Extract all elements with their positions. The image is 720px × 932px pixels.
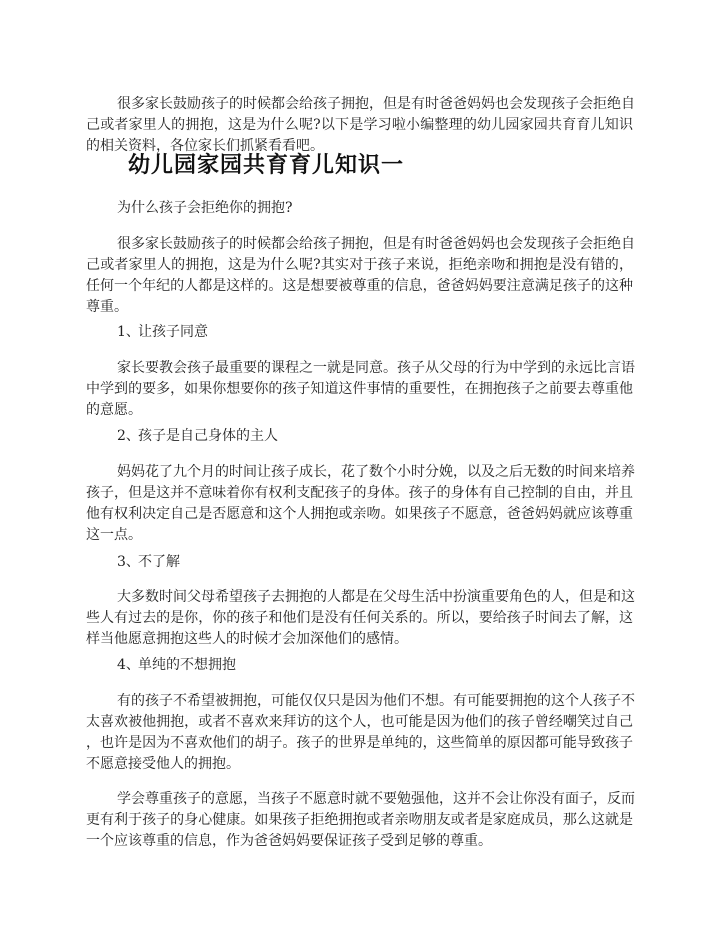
text-line: 己或者家里人的拥抱，这是为什么呢?以下是学习啦小编整理的幼儿园家园共育育儿知识 (86, 117, 633, 133)
text-line: 他有权利决定自己是否愿意和这个人拥抱或亲吻。如果孩子不愿意，爸爸妈妈就应该尊重 (86, 506, 633, 522)
text-line: 任何一个年纪的人都是这样的。这是想要被尊重的信息，爸爸妈妈要注意满足孩子的这种 (86, 278, 633, 294)
text-line: 些人有过去的是你，你的孩子和他们是没有任何关系的。所以，要给孩子时间去了解，这 (86, 610, 633, 626)
text-line: 样当他愿意拥抱这些人的时候才会加深他们的感情。 (86, 631, 408, 647)
text-line: 学会尊重孩子的意愿，当孩子不愿意时就不要勉强他，这并不会让你没有面子，反而 (117, 791, 635, 807)
subheading-number: 2、 (117, 428, 140, 444)
text-line: 有的孩子不希望被拥抱，可能仅仅只是因为他们不想。有可能要拥抱的这个人孩子不 (117, 693, 635, 709)
intro-paragraph (86, 94, 633, 157)
text-line: 尊重。 (86, 299, 128, 315)
subheading-3 (117, 552, 180, 573)
text-line: 家长要教会孩子最重要的课程之一就是同意。孩子从父母的行为中学到的永远比言语 (117, 360, 635, 376)
text-line: 更有利于孩子的身心健康。如果孩子拒绝拥抱或者亲吻朋友或者是家庭成员，那么这就是 (86, 812, 633, 828)
subheading-label: 孩子是自己身体的主人 (138, 428, 278, 444)
text-line: 的意愿。 (86, 402, 142, 418)
subheading-number: 1、 (117, 324, 140, 340)
paragraph (86, 587, 633, 650)
subheading-4 (117, 655, 236, 676)
text-line: 这一点。 (86, 527, 142, 543)
subheading-label: 不了解 (138, 554, 180, 570)
paragraph (86, 789, 633, 852)
text-line: 中学到的要多，如果你想要你的孩子知道这件事情的重要性，在拥抱孩子之前要去尊重他 (86, 381, 633, 397)
section-title: 幼儿园家园共育育儿知识一 (128, 152, 405, 178)
text-line: 一个应该尊重的信息，作为爸爸妈妈要保证孩子受到足够的尊重。 (86, 833, 492, 849)
text-line: 太喜欢被他拥抱，或者不喜欢来拜访的这个人，也可能是因为他们的孩子曾经嘲笑过自己 (86, 714, 633, 730)
text-line: 大多数时间父母希望孩子去拥抱的人都是在父母生活中扮演重要角色的人，但是和这 (117, 589, 635, 605)
paragraph (86, 234, 633, 318)
subheading-1 (117, 322, 208, 343)
subheading-number: 4、 (117, 657, 140, 673)
text-line: 妈妈花了九个月的时间让孩子成长，花了数个小时分娩，以及之后无数的时间来培养 (117, 464, 635, 480)
question-heading: 为什么孩子会拒绝你的拥抱? (117, 200, 293, 216)
text-line: 孩子，但是这并不意味着你有权利支配孩子的身体。孩子的身体有自己控制的自由，并且 (86, 485, 633, 501)
text-line: 很多家长鼓励孩子的时候都会给孩子拥抱，但是有时爸爸妈妈也会发现孩子会拒绝自 (117, 236, 635, 252)
text-line: 的相关资料，各位家长们抓紧看看吧。 (86, 138, 324, 154)
paragraph (86, 691, 633, 775)
paragraph (86, 462, 633, 546)
text-line: 不愿意接受他人的拥抱。 (86, 756, 240, 772)
paragraph (86, 358, 633, 421)
text-line: 己或者家里人的拥抱，这是为什么呢?其实对于孩子来说，拒绝亲吻和拥抱是没有错的， (86, 257, 633, 273)
subheading-2 (117, 426, 278, 447)
text-line: ，也许是因为不喜欢他们的胡子。孩子的世界是单纯的，这些简单的原因都可能导致孩子 (86, 735, 633, 751)
subheading-label: 单纯的不想拥抱 (138, 657, 236, 673)
subheading-number: 3、 (117, 554, 140, 570)
text-line: 很多家长鼓励孩子的时候都会给孩子拥抱，但是有时爸爸妈妈也会发现孩子会拒绝自 (117, 96, 635, 112)
subheading-label: 让孩子同意 (138, 324, 208, 340)
